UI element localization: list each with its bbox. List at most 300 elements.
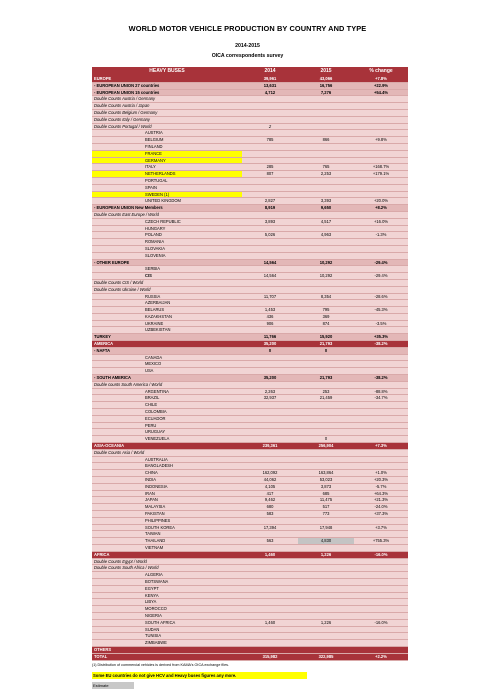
value-2014: 785 [242, 137, 298, 144]
value-2014 [242, 612, 298, 619]
row-label: ECUADOR [92, 415, 242, 422]
table-body [92, 76, 408, 660]
row-label: SOUTH AFRICA [92, 619, 242, 626]
value-2014: 1,460 [242, 551, 298, 558]
row-label: JAPAN [92, 497, 242, 504]
table-row [92, 402, 408, 409]
table-row [92, 225, 408, 232]
value-2015: 43,066 [298, 76, 354, 82]
row-label: AFRICA [92, 551, 242, 558]
value-2014: 4,105 [242, 483, 298, 490]
value-2014: 315,982 [242, 653, 298, 660]
value-2014 [242, 225, 298, 232]
table-row [92, 89, 408, 96]
value-2014 [242, 565, 298, 572]
row-label: EUROPE [92, 76, 242, 82]
value-2015 [298, 422, 354, 429]
percent-change [354, 640, 408, 647]
value-2015 [298, 409, 354, 416]
row-label: INDONESIA [92, 483, 242, 490]
percent-change: +3.7% [354, 524, 408, 531]
table-row [92, 572, 408, 579]
table-row [92, 531, 408, 538]
percent-change: -24.0% [354, 504, 408, 511]
percent-change [354, 225, 408, 232]
value-2014: 44,062 [242, 477, 298, 484]
row-label: RUSSIA [92, 293, 242, 300]
value-2015: 16,756 [298, 82, 354, 89]
percent-change: +20.0% [354, 198, 408, 205]
value-2015 [298, 517, 354, 524]
value-2015 [298, 402, 354, 409]
percent-change [354, 456, 408, 463]
row-label: COLOMBIA [92, 409, 242, 416]
table-row [92, 354, 408, 361]
value-2014: 0 [242, 347, 298, 354]
percent-change: +7.8% [354, 76, 408, 82]
value-2014 [242, 517, 298, 524]
value-2014 [242, 429, 298, 436]
value-2015 [298, 279, 354, 286]
value-2015 [298, 300, 354, 307]
row-label: Double Counts CIS / World [92, 279, 242, 286]
percent-change [354, 463, 408, 470]
value-2015: 685 [298, 490, 354, 497]
value-2015: 1,226 [298, 551, 354, 558]
table-row [92, 551, 408, 558]
value-2015 [298, 143, 354, 150]
value-2014 [242, 327, 298, 334]
value-2014: 2,263 [242, 388, 298, 395]
percent-change [354, 558, 408, 565]
percent-change [354, 103, 408, 110]
value-2015 [298, 606, 354, 613]
row-label: ALGERIA [92, 572, 242, 579]
percent-change [354, 191, 408, 198]
value-2015: 8,354 [298, 293, 354, 300]
percent-change [354, 531, 408, 538]
percent-change: -29.4% [354, 259, 408, 266]
value-2015 [298, 96, 354, 103]
value-2014: 14,564 [242, 259, 298, 266]
row-label: HUNGARY [92, 225, 242, 232]
table-row [92, 279, 408, 286]
percent-change [354, 429, 408, 436]
row-label: AMERICA [92, 341, 242, 348]
percent-change [354, 266, 408, 273]
value-2015: 0 [298, 347, 354, 354]
value-2014 [242, 184, 298, 191]
table-row [92, 259, 408, 266]
value-2015 [298, 116, 354, 123]
value-2015: 21,459 [298, 395, 354, 402]
value-2014 [242, 422, 298, 429]
value-2014: 680 [242, 504, 298, 511]
row-label: ZIMBABWE [92, 640, 242, 647]
row-label: - EUROPEAN UNION 15 countries [92, 89, 242, 96]
percent-change [354, 313, 408, 320]
percent-change: -3.5% [354, 320, 408, 327]
row-label: Double Counts Belgium / Germany [92, 109, 242, 116]
percent-change: +64.3% [354, 490, 408, 497]
table-row [92, 286, 408, 293]
table-row [92, 599, 408, 606]
value-2014 [242, 415, 298, 422]
value-2014 [242, 456, 298, 463]
percent-change [354, 612, 408, 619]
value-2014 [242, 143, 298, 150]
row-label: OTHERS [92, 646, 242, 653]
table-row [92, 409, 408, 416]
value-2014 [242, 279, 298, 286]
value-2014: 4,712 [242, 89, 298, 96]
table-row [92, 150, 408, 157]
value-2015 [298, 177, 354, 184]
value-2015: 2,253 [298, 171, 354, 178]
value-2014 [242, 606, 298, 613]
value-2015 [298, 640, 354, 647]
table-row [92, 130, 408, 137]
table-row [92, 429, 408, 436]
row-label: THAILAND [92, 538, 242, 545]
table-row [92, 381, 408, 388]
table-row [92, 490, 408, 497]
value-2015: 795 [298, 307, 354, 314]
percent-change [354, 402, 408, 409]
table-row [92, 517, 408, 524]
table-row [92, 470, 408, 477]
row-label: KAZAKHSTAN [92, 313, 242, 320]
value-2014: 5,026 [242, 232, 298, 239]
percent-change [354, 109, 408, 116]
row-label: Double Counts East Europe / World [92, 211, 242, 218]
percent-change [354, 368, 408, 375]
row-label: ROMANIA [92, 239, 242, 246]
row-label: UKRAINE [92, 320, 242, 327]
percent-change [354, 177, 408, 184]
row-label: CANADA [92, 354, 242, 361]
row-label: Double Counts South Africa / World [92, 565, 242, 572]
value-2015: 163,864 [298, 470, 354, 477]
value-2015 [298, 266, 354, 273]
value-2015 [298, 327, 354, 334]
value-2015 [298, 429, 354, 436]
row-label: VENEZUELA [92, 436, 242, 443]
row-label: PHILIPPINES [92, 517, 242, 524]
value-2015 [298, 626, 354, 633]
value-2014: 8,919 [242, 205, 298, 212]
page-title: WORLD MOTOR VEHICLE PRODUCTION BY COUNTRY AND TYPE [128, 24, 367, 33]
row-label: Double Counts Italy / Germany [92, 116, 242, 123]
value-2015: 4,830 [298, 538, 354, 545]
row-label: - EUROPEAN UNION New Members [92, 205, 242, 212]
percent-change: +21.3% [354, 497, 408, 504]
value-2015: 1,226 [298, 619, 354, 626]
value-2014: 13,631 [242, 82, 298, 89]
table-row [92, 375, 408, 382]
table-row [92, 143, 408, 150]
table-row [92, 103, 408, 110]
value-2015: 3,393 [298, 198, 354, 205]
table-row [92, 612, 408, 619]
value-2015 [298, 599, 354, 606]
value-2015 [298, 150, 354, 157]
percent-change: +2.2% [354, 653, 408, 660]
table-row [92, 544, 408, 551]
row-label: BANGLADESH [92, 463, 242, 470]
table-row [92, 368, 408, 375]
percent-change: -45.3% [354, 307, 408, 314]
table-row [92, 361, 408, 368]
percent-change [354, 96, 408, 103]
percent-change: +16.0% [354, 218, 408, 225]
value-2015 [298, 585, 354, 592]
percent-change: +8.2% [354, 205, 408, 212]
row-label: CIS [92, 273, 242, 280]
value-2014 [242, 531, 298, 538]
row-label: - NAFTA [92, 347, 242, 354]
table-row [92, 313, 408, 320]
row-label: BOTSWANA [92, 578, 242, 585]
row-label: SLOVENIA [92, 252, 242, 259]
value-2014 [242, 368, 298, 375]
row-label: PAKISTAN [92, 511, 242, 518]
table-row [92, 558, 408, 565]
table-row [92, 327, 408, 334]
row-label: URUGUAY [92, 429, 242, 436]
value-2015: 21,793 [298, 375, 354, 382]
value-2014: 285 [242, 164, 298, 171]
column-header-2015: 2015 [298, 67, 354, 76]
value-2014 [242, 239, 298, 246]
value-2015: 11,475 [298, 497, 354, 504]
value-2015 [298, 592, 354, 599]
row-label: SPAIN [92, 184, 242, 191]
percent-change: -29.4% [354, 273, 408, 280]
value-2015: 517 [298, 504, 354, 511]
value-2015 [298, 211, 354, 218]
row-label: CZECH REPUBLIC [92, 218, 242, 225]
table-row [92, 218, 408, 225]
value-2014: 35,200 [242, 341, 298, 348]
value-2014: 11,766 [242, 334, 298, 341]
row-label: AUSTRALIA [92, 456, 242, 463]
percent-change: -38.2% [354, 341, 408, 348]
subtitle-survey: OICA correspondents survey [211, 53, 284, 59]
value-2015: 773 [298, 511, 354, 518]
table-row [92, 585, 408, 592]
value-2014 [242, 640, 298, 647]
table-row [92, 96, 408, 103]
value-2014: 906 [242, 320, 298, 327]
table-row [92, 82, 408, 89]
percent-change [354, 354, 408, 361]
row-label: INDIA [92, 477, 242, 484]
table-row [92, 497, 408, 504]
table-row [92, 307, 408, 314]
table-row [92, 619, 408, 626]
value-2014 [242, 245, 298, 252]
percent-change [354, 599, 408, 606]
value-2015 [298, 456, 354, 463]
row-label: BELARUS [92, 307, 242, 314]
table-row [92, 443, 408, 450]
percent-change [354, 517, 408, 524]
table-row [92, 157, 408, 164]
percent-change [354, 592, 408, 599]
row-label: VIETNAM [92, 544, 242, 551]
value-2015 [298, 252, 354, 259]
percent-change: -34.7% [354, 395, 408, 402]
row-label: Double Counts Egypt / World [92, 558, 242, 565]
table-row [92, 177, 408, 184]
percent-change: +35.3% [354, 334, 408, 341]
value-2015 [298, 544, 354, 551]
row-label: TUNISIA [92, 633, 242, 640]
table-row [92, 137, 408, 144]
percent-change: +755.3% [354, 538, 408, 545]
value-2015: 10,292 [298, 259, 354, 266]
value-2015 [298, 130, 354, 137]
subtitle-years: 2014-2015 [235, 43, 260, 49]
value-2014: 1,460 [242, 619, 298, 626]
value-2015 [298, 565, 354, 572]
percent-change: +7.3% [354, 443, 408, 450]
row-label: CHILE [92, 402, 242, 409]
value-2015 [298, 381, 354, 388]
value-2014: 417 [242, 490, 298, 497]
row-label: SERBIA [92, 266, 242, 273]
value-2014: 14,564 [242, 273, 298, 280]
percent-change: +179.1% [354, 171, 408, 178]
value-2015 [298, 157, 354, 164]
percent-change [354, 130, 408, 137]
value-2014 [242, 402, 298, 409]
table-row [92, 626, 408, 633]
table-row [92, 388, 408, 395]
value-2014 [242, 646, 298, 653]
value-2015 [298, 572, 354, 579]
table-row [92, 511, 408, 518]
value-2014: 11,707 [242, 293, 298, 300]
row-label: TAIWAN [92, 531, 242, 538]
value-2015 [298, 646, 354, 653]
percent-change [354, 626, 408, 633]
table-row [92, 266, 408, 273]
row-label: Double Counts Austria / Japan [92, 103, 242, 110]
row-label: EGYPT [92, 585, 242, 592]
table-row [92, 239, 408, 246]
table-row [92, 211, 408, 218]
percent-change [354, 572, 408, 579]
table-row [92, 524, 408, 531]
value-2015 [298, 103, 354, 110]
estimate-legend: Estimate [92, 682, 134, 689]
value-2014 [242, 103, 298, 110]
value-2014: 35,200 [242, 375, 298, 382]
percent-change [354, 606, 408, 613]
value-2014 [242, 558, 298, 565]
value-2014 [242, 109, 298, 116]
percent-change [354, 157, 408, 164]
value-2015: 866 [298, 137, 354, 144]
percent-change [354, 585, 408, 592]
row-label: UNITED KINGDOM [92, 198, 242, 205]
row-label: BELGIUM [92, 137, 242, 144]
row-label: ASIA-OCEANIA [92, 443, 242, 450]
value-2014 [242, 436, 298, 443]
value-2015 [298, 361, 354, 368]
percent-change: +22.9% [354, 82, 408, 89]
table-row [92, 245, 408, 252]
table-row [92, 320, 408, 327]
percent-change: -16.0% [354, 619, 408, 626]
percent-change [354, 300, 408, 307]
value-2015 [298, 109, 354, 116]
value-2014 [242, 449, 298, 456]
row-label: PORTUGAL [92, 177, 242, 184]
value-2014: 39,961 [242, 76, 298, 82]
column-header-category: HEAVY BUSES [92, 67, 242, 76]
percent-change [354, 646, 408, 653]
value-2014: 17,394 [242, 524, 298, 531]
value-2015 [298, 368, 354, 375]
percent-change [354, 150, 408, 157]
value-2015 [298, 191, 354, 198]
value-2015: 874 [298, 320, 354, 327]
value-2014 [242, 381, 298, 388]
row-label: MALAYSIA [92, 504, 242, 511]
percent-change: +9.8% [354, 137, 408, 144]
table-row [92, 109, 408, 116]
row-label: MOROCCO [92, 606, 242, 613]
table-row [92, 273, 408, 280]
value-2014 [242, 130, 298, 137]
table-row [92, 252, 408, 259]
percent-change [354, 184, 408, 191]
value-2014 [242, 572, 298, 579]
value-2014 [242, 177, 298, 184]
value-2015 [298, 354, 354, 361]
row-label: UZBEKISTAN [92, 327, 242, 334]
row-label: Double Counts Portugal / World [92, 123, 242, 130]
footnote: (1) Distribution of commercial vehicles is derived from KAMA's OICA exchange files. [92, 663, 229, 667]
value-2015 [298, 558, 354, 565]
percent-change [354, 123, 408, 130]
percent-change [354, 578, 408, 585]
value-2014 [242, 409, 298, 416]
table-row [92, 463, 408, 470]
percent-change [354, 633, 408, 640]
percent-change: -5.7% [354, 483, 408, 490]
value-2014 [242, 211, 298, 218]
value-2015: 322,985 [298, 653, 354, 660]
percent-change [354, 252, 408, 259]
value-2014 [242, 157, 298, 164]
row-label: FINLAND [92, 143, 242, 150]
percent-change [354, 211, 408, 218]
value-2015: 53,023 [298, 477, 354, 484]
value-2014: 162,092 [242, 470, 298, 477]
percent-change: -16.0% [354, 551, 408, 558]
table-row [92, 347, 408, 354]
row-label: ITALY [92, 164, 242, 171]
value-2015 [298, 225, 354, 232]
row-label: SOUTH KOREA [92, 524, 242, 531]
value-2014 [242, 300, 298, 307]
value-2014: 563 [242, 538, 298, 545]
column-header-2014: 2014 [242, 67, 298, 76]
